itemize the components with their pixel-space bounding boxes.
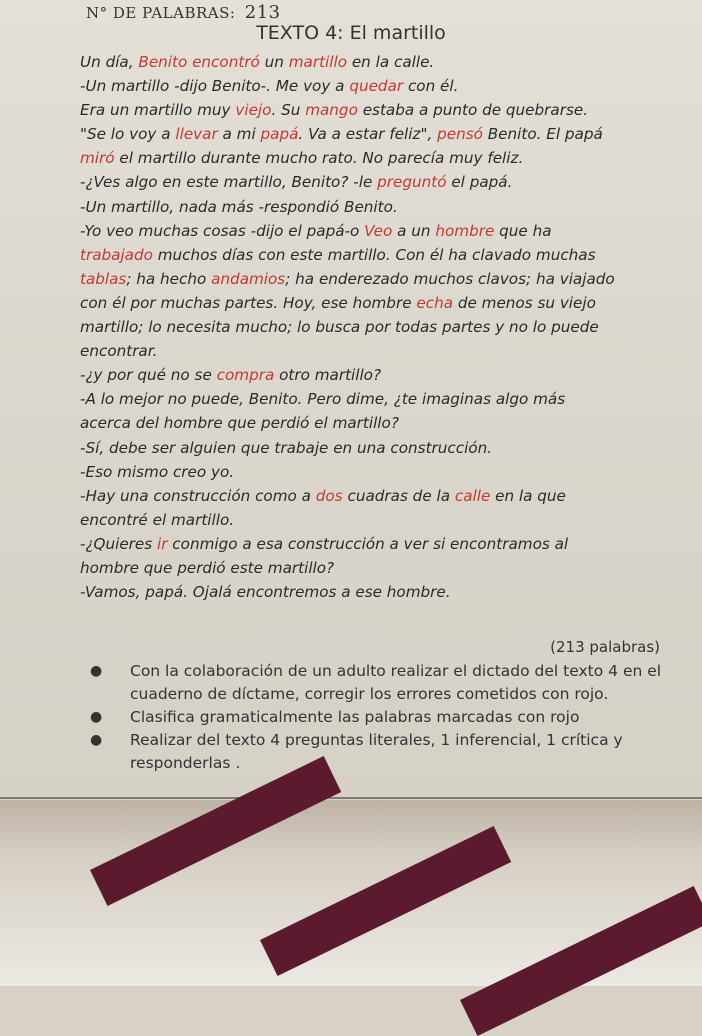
story-line bbox=[80, 243, 684, 267]
story-text bbox=[80, 50, 684, 604]
marked-word: hombre bbox=[435, 221, 495, 240]
text-segment: hombre que perdió este martillo? bbox=[80, 558, 335, 577]
text-segment: muchos días con este martillo. Con él ha clavado muchas bbox=[152, 245, 596, 264]
word-count-label: N° DE PALABRAS: bbox=[86, 4, 236, 22]
story-line bbox=[80, 532, 684, 556]
text-segment: -A lo mejor no puede, Benito. Pero dime, ¿te imaginas algo más bbox=[80, 390, 566, 409]
text-segment: que ha bbox=[494, 221, 552, 240]
word-count-note: (213 palabras) bbox=[550, 638, 660, 656]
story-line bbox=[80, 219, 684, 243]
page-title: TEXTO 4: El martillo bbox=[256, 22, 446, 44]
marked-word: mango bbox=[305, 101, 358, 120]
story-line bbox=[80, 122, 684, 146]
text-segment: -Eso mismo creo yo. bbox=[80, 462, 235, 481]
text-segment: . Va a estar feliz", bbox=[298, 125, 438, 144]
marked-word: Veo bbox=[364, 221, 393, 240]
text-segment: -Sí, debe ser alguien que trabaje en una construcción. bbox=[80, 438, 493, 457]
background-fabric bbox=[0, 800, 702, 986]
marked-word: Benito encontró bbox=[138, 53, 260, 71]
story-line bbox=[80, 146, 684, 170]
text-segment: a mi bbox=[217, 125, 261, 144]
text-segment: -Un martillo -dijo Benito-. Me voy a bbox=[80, 77, 350, 96]
text-segment: acerca del hombre que perdió el martillo? bbox=[80, 414, 399, 433]
fabric-stripe bbox=[260, 826, 511, 976]
story-line bbox=[80, 484, 684, 508]
text-segment: a un bbox=[392, 221, 436, 240]
text-segment: estaba a punto de quebrarse. bbox=[357, 101, 589, 120]
text-segment: -¿Ves algo en este martillo, Benito? -le bbox=[80, 173, 378, 192]
word-count-header bbox=[86, 2, 281, 23]
text-segment: encontré el martillo. bbox=[80, 510, 235, 529]
task-text: Clasifica gramaticalmente las palabras marcadas con rojo bbox=[130, 708, 580, 726]
story-line bbox=[80, 315, 684, 339]
text-segment: de menos su viejo bbox=[453, 293, 596, 312]
task-list bbox=[80, 660, 680, 775]
text-segment: con él por muchas partes. Hoy, ese hombre bbox=[80, 293, 417, 312]
marked-word: preguntó bbox=[377, 173, 447, 192]
text-segment: ; ha hecho bbox=[126, 269, 212, 288]
text-segment: en la que bbox=[490, 486, 566, 505]
marked-word: papá bbox=[260, 125, 299, 144]
text-segment: "Se lo voy a bbox=[80, 125, 176, 144]
marked-word: martillo bbox=[288, 53, 348, 71]
text-segment: martillo; lo necesita mucho; lo busca por todas partes y no lo puede bbox=[80, 318, 599, 337]
text-segment: cuadras de la bbox=[342, 486, 455, 505]
text-segment: un bbox=[259, 53, 289, 71]
marked-word: pensó bbox=[437, 125, 483, 144]
word-count-value: 213 bbox=[244, 2, 281, 23]
text-segment: encontrar. bbox=[80, 342, 158, 361]
text-segment: el papá. bbox=[446, 173, 513, 192]
marked-word: quedar bbox=[349, 77, 404, 96]
marked-word: andamios bbox=[211, 269, 286, 288]
bullet-icon: ● bbox=[90, 709, 103, 725]
story-line bbox=[80, 556, 684, 580]
story-line bbox=[80, 460, 684, 484]
task-item bbox=[80, 706, 680, 729]
text-segment: -¿Quieres bbox=[80, 534, 158, 553]
text-segment: Benito. El papá bbox=[482, 125, 603, 144]
text-segment: Era un martillo muy bbox=[80, 101, 236, 120]
text-segment: -Yo veo muchas cosas -dijo el papá-o bbox=[80, 221, 365, 240]
marked-word: tablas bbox=[80, 269, 127, 288]
story-line bbox=[80, 436, 684, 460]
task-text: Realizar del texto 4 preguntas literales, 1 inferencial, 1 crítica y responderlas . bbox=[130, 731, 623, 772]
story-line bbox=[80, 339, 684, 363]
text-segment: ; ha enderezado muchos clavos; ha viajado bbox=[285, 269, 615, 288]
story-line bbox=[80, 411, 684, 435]
text-segment: -Un martillo, nada más -respondió Benito. bbox=[80, 197, 398, 216]
story-line bbox=[80, 387, 684, 411]
marked-word: compra bbox=[216, 366, 275, 385]
story-line bbox=[80, 74, 684, 98]
text-segment: en la calle. bbox=[347, 53, 435, 71]
marked-word: viejo bbox=[235, 101, 272, 120]
text-segment: -¿y por qué no se bbox=[80, 366, 217, 385]
story-line bbox=[80, 50, 684, 74]
marked-word: echa bbox=[416, 293, 454, 312]
story-line bbox=[80, 170, 684, 194]
marked-word: llevar bbox=[175, 125, 218, 144]
text-segment: el martillo durante mucho rato. No parecía muy feliz. bbox=[114, 149, 524, 168]
marked-word: trabajado bbox=[80, 245, 153, 264]
text-segment: conmigo a esa construcción a ver si encontramos al bbox=[167, 534, 569, 553]
story-line bbox=[80, 267, 684, 291]
bullet-icon: ● bbox=[90, 732, 103, 748]
story-line bbox=[80, 363, 684, 387]
marked-word: dos bbox=[315, 486, 343, 505]
page-divider bbox=[0, 797, 702, 799]
task-text: Con la colaboración de un adulto realizar el dictado del texto 4 en el cuaderno de díctame, corregir los errores cometidos con rojo. bbox=[130, 662, 662, 703]
task-item bbox=[80, 729, 680, 775]
story-line bbox=[80, 508, 684, 532]
text-segment: con él. bbox=[403, 77, 459, 96]
text-segment: otro martillo? bbox=[274, 366, 382, 385]
bullet-icon: ● bbox=[90, 663, 103, 679]
text-segment: -Vamos, papá. Ojalá encontremos a ese hombre. bbox=[80, 583, 451, 602]
story-line bbox=[80, 580, 684, 604]
text-segment: Un día, bbox=[80, 53, 139, 71]
marked-word: calle bbox=[454, 486, 491, 505]
text-segment: . Su bbox=[271, 101, 306, 120]
marked-word: ir bbox=[157, 534, 168, 553]
text-segment: -Hay una construcción como a bbox=[80, 486, 316, 505]
task-item bbox=[80, 660, 680, 706]
story-line bbox=[80, 98, 684, 122]
marked-word: miró bbox=[80, 149, 115, 168]
story-line bbox=[80, 195, 684, 219]
fabric-stripe bbox=[460, 886, 702, 1036]
story-line bbox=[80, 291, 684, 315]
